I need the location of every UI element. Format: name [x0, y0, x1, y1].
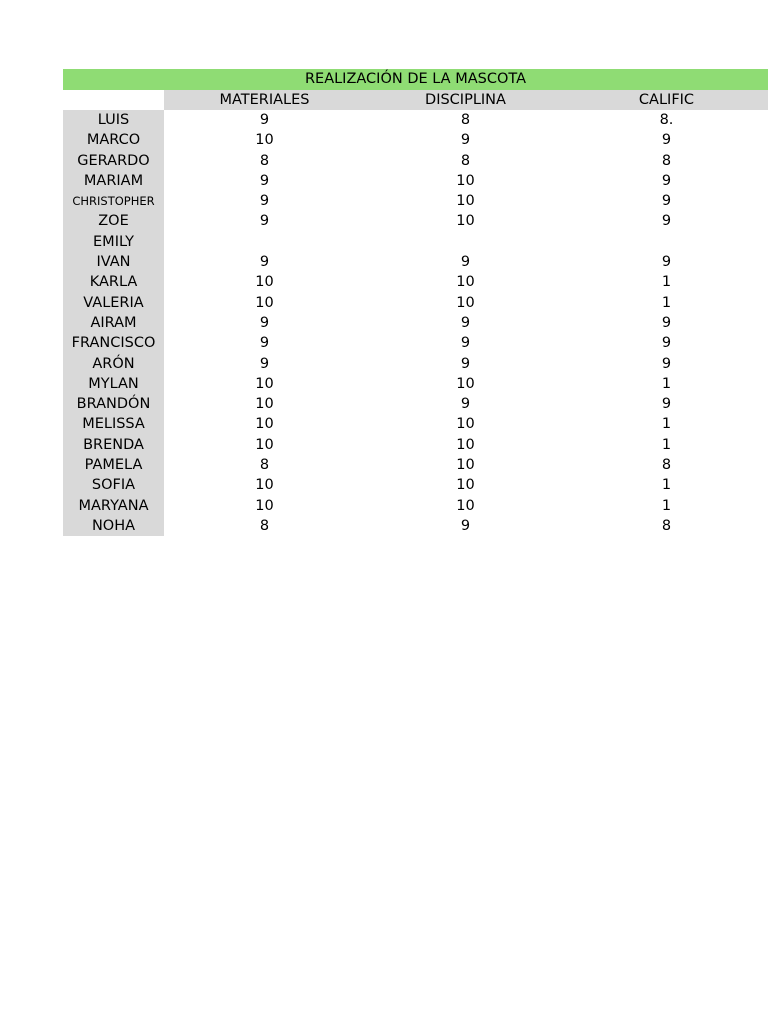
calificacion-clip [566, 232, 667, 252]
calificacion-cell: 1 [661, 274, 672, 291]
calificacion-clip [566, 191, 672, 211]
table-body [63, 110, 768, 536]
table-row [63, 475, 768, 495]
calificacion-cell: 9 [661, 172, 672, 189]
disciplina-cell: 10 [456, 375, 475, 392]
student-name-cell: PAMELA [63, 455, 164, 475]
calificacion-clip [566, 374, 672, 394]
materiales-cell: 10 [255, 477, 274, 494]
disciplina-cell: 8 [460, 112, 471, 128]
table-row [63, 110, 768, 130]
calificacion-clip [566, 130, 672, 150]
materiales-cell: 9 [259, 193, 270, 210]
materiales-cell: 10 [255, 497, 274, 514]
calificacion-cell: 1 [661, 416, 672, 433]
materiales-cell: 9 [259, 355, 270, 372]
header-row [63, 90, 768, 110]
calificacion-cell: 8 [661, 517, 672, 534]
table-row [63, 394, 768, 414]
disciplina-cell: 8 [460, 152, 471, 169]
calificacion-clip [566, 333, 672, 353]
table-row [63, 191, 768, 211]
disciplina-cell: 10 [456, 193, 475, 210]
calificacion-cell: 9 [661, 396, 672, 413]
header-disciplina: DISCIPLINA [425, 92, 506, 108]
student-name-cell: CHRISTOPHER [63, 191, 164, 211]
calificacion-cell: 9 [661, 254, 672, 271]
student-name-cell: MELISSA [63, 414, 164, 434]
calificacion-clip [566, 394, 672, 414]
calificacion-clip [566, 516, 672, 536]
calificacion-clip [566, 151, 672, 171]
table-row [63, 151, 768, 171]
calificacion-clip [566, 211, 672, 231]
student-name-cell: IVAN [63, 252, 164, 272]
materiales-cell: 9 [259, 172, 270, 189]
header-calificacion-clip [566, 90, 695, 110]
calificacion-cell: 9 [661, 314, 672, 331]
materiales-cell: 10 [255, 396, 274, 413]
materiales-cell: 10 [255, 436, 274, 453]
student-name-cell: EMILY [63, 232, 164, 252]
table-row [63, 232, 768, 252]
student-name-cell: BRENDA [63, 435, 164, 455]
header-materiales: MATERIALES [219, 92, 310, 108]
student-name-cell: ZOE [63, 211, 164, 231]
materiales-cell: 8 [259, 517, 270, 534]
calificacion-cell: 1 [661, 375, 672, 392]
header-blank-cell [63, 90, 164, 110]
calificacion-cell: 8. [659, 112, 674, 128]
student-name-cell: MARYANA [63, 496, 164, 516]
disciplina-cell: 9 [460, 314, 471, 331]
table-row [63, 414, 768, 434]
table-row [63, 252, 768, 272]
disciplina-cell: 10 [456, 294, 475, 311]
student-name-cell: NOHA [63, 516, 164, 536]
table-row [63, 455, 768, 475]
table-row [63, 333, 768, 353]
calificacion-clip [566, 414, 672, 434]
disciplina-cell: 10 [456, 457, 475, 474]
calificacion-cell: 9 [661, 355, 672, 372]
materiales-cell: 10 [255, 416, 274, 433]
table-row [63, 211, 768, 231]
materiales-cell: 10 [255, 274, 274, 291]
table-row [63, 496, 768, 516]
table-row [63, 435, 768, 455]
student-name-cell: KARLA [63, 272, 164, 292]
calificacion-clip [566, 435, 672, 455]
calificacion-clip [566, 110, 674, 130]
disciplina-cell: 9 [460, 132, 471, 149]
table-row [63, 130, 768, 150]
student-name-cell: AIRAM [63, 313, 164, 333]
materiales-cell: 9 [259, 314, 270, 331]
disciplina-cell: 10 [456, 172, 475, 189]
calificacion-cell: 1 [661, 497, 672, 514]
materiales-cell: 8 [259, 152, 270, 169]
student-name-cell: BRANDÓN [63, 394, 164, 414]
calificacion-clip [566, 272, 672, 292]
calificacion-cell: 8 [661, 457, 672, 474]
calificacion-cell: 9 [661, 132, 672, 149]
calificacion-cell: 9 [661, 335, 672, 352]
student-name-cell: FRANCISCO [63, 333, 164, 353]
disciplina-cell: 10 [456, 213, 475, 230]
materiales-cell: 9 [259, 213, 270, 230]
calificacion-clip [566, 313, 672, 333]
calificacion-clip [566, 171, 672, 191]
calificacion-cell: 1 [661, 436, 672, 453]
disciplina-cell: 9 [460, 335, 471, 352]
calificacion-clip [566, 354, 672, 374]
disciplina-cell: 10 [456, 274, 475, 291]
calificacion-cell: 9 [661, 193, 672, 210]
disciplina-cell: 10 [456, 436, 475, 453]
student-name-cell: MARCO [63, 130, 164, 150]
disciplina-cell: 9 [460, 355, 471, 372]
calificacion-clip [566, 475, 672, 495]
student-name-cell: LUIS [63, 110, 164, 130]
table-row [63, 171, 768, 191]
calificacion-cell: 8 [661, 152, 672, 169]
student-name-cell: SOFIA [63, 475, 164, 495]
table-row [63, 293, 768, 313]
materiales-cell: 9 [259, 254, 270, 271]
student-name-cell: MYLAN [63, 374, 164, 394]
disciplina-cell: 10 [456, 497, 475, 514]
disciplina-cell: 9 [460, 396, 471, 413]
header-calificacion: CALIFIC [638, 92, 695, 108]
materiales-cell: 10 [255, 375, 274, 392]
table-row [63, 516, 768, 536]
disciplina-cell: 9 [460, 254, 471, 271]
calificacion-clip [566, 252, 672, 272]
sheet-title: REALIZACIÓN DE LA MASCOTA [63, 69, 768, 90]
disciplina-cell: 10 [456, 477, 475, 494]
calificacion-cell: 1 [661, 477, 672, 494]
disciplina-cell: 9 [460, 517, 471, 534]
table-row [63, 313, 768, 333]
calificacion-clip [566, 455, 672, 475]
calificacion-clip [566, 293, 672, 313]
calificacion-clip [566, 496, 672, 516]
table-row [63, 354, 768, 374]
student-name-cell: ARÓN [63, 354, 164, 374]
student-name-cell: MARIAM [63, 171, 164, 191]
grades-sheet [63, 69, 768, 536]
materiales-cell: 10 [255, 294, 274, 311]
materiales-cell: 9 [259, 112, 270, 128]
materiales-cell: 8 [259, 457, 270, 474]
calificacion-cell: 1 [661, 294, 672, 311]
materiales-cell: 9 [259, 335, 270, 352]
materiales-cell: 10 [255, 132, 274, 149]
calificacion-cell: 9 [661, 213, 672, 230]
table-row [63, 272, 768, 292]
disciplina-cell: 10 [456, 416, 475, 433]
student-name-cell: GERARDO [63, 151, 164, 171]
table-row [63, 374, 768, 394]
student-name-cell: VALERIA [63, 293, 164, 313]
